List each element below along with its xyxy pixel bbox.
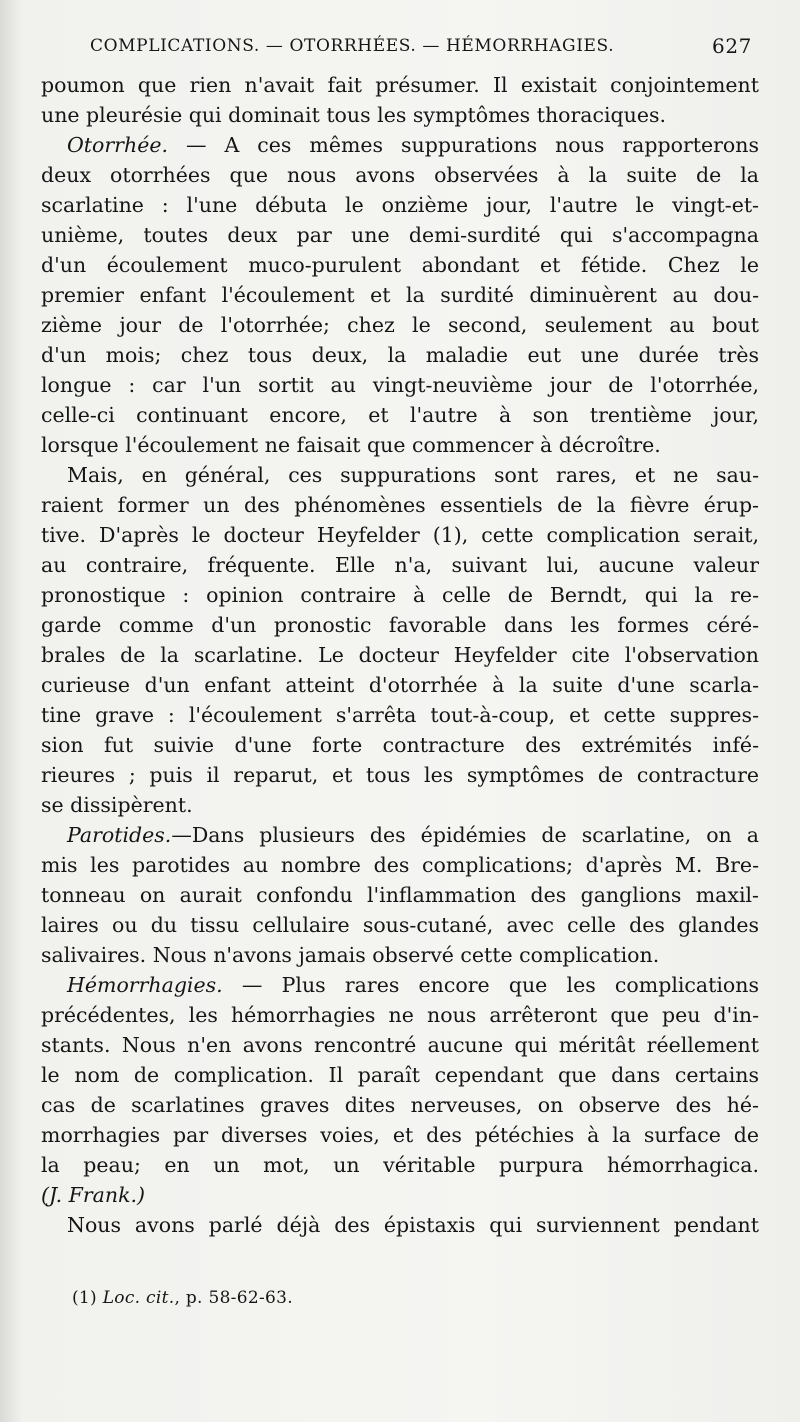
line-text: — Plus rares encore que les complications [222,973,759,997]
line-text: scarlatine : l'une débuta le onzième jour, l'autre le vingt-et- [41,193,759,217]
text-line [41,70,759,100]
line-text: Mais, en général, ces suppurations sont rares, et ne sau- [67,463,759,487]
text-line [41,610,759,640]
line-text: stants. Nous n'en avons rencontré aucune qui méritât réellement [41,1033,759,1057]
footnote-pages: , p. 58-62-63. [174,1288,293,1308]
line-text: unième, toutes deux par une demi-surdité qui s'accompagna [41,223,759,247]
line-text: rieures ; puis il reparut, et tous les symptômes de contracture [41,763,759,787]
footnote-marker: (1) [72,1288,97,1308]
line-text: au contraire, fréquente. Elle n'a, suivant lui, aucune valeur [41,553,759,577]
line-text: le nom de complication. Il paraît cependant que dans certains [41,1063,759,1087]
text-line [41,400,759,430]
line-text: raient former un des phénomènes essentiels de la fièvre érup- [41,493,759,517]
section-heading: (J. Frank.) [41,1183,146,1207]
text-line [41,130,759,160]
text-line [41,1120,759,1150]
line-text: tonneau on aurait confondu l'inflammation des ganglions maxil- [41,883,759,907]
text-line [41,340,759,370]
text-line [41,1180,759,1210]
line-text: deux otorrhées que nous avons observées à la suite de la [41,163,759,187]
text-line [41,550,759,580]
line-text: brales de la scarlatine. Le docteur Heyfelder cite l'observation [41,643,759,667]
text-line [41,520,759,550]
line-text: sion fut suivie d'une forte contracture des extrémités infé- [41,733,759,757]
text-line [41,940,759,970]
line-text: laires ou du tissu cellulaire sous-cutané, avec celle des glandes [41,913,759,937]
text-line [41,370,759,400]
line-text: —Dans plusieurs des épidémies de scarlatine, on a [171,823,759,847]
text-line [41,670,759,700]
line-text: la peau; en un mot, un véritable purpura hémorrhagica. [41,1153,759,1177]
line-text: celle-ci continuant encore, et l'autre à son trentième jour, [41,403,759,427]
footnote-ref: Loc. cit. [102,1288,175,1308]
text-line [41,280,759,310]
section-heading: Parotides. [67,823,172,847]
line-text: salivaires. Nous n'avons jamais observé cette complication. [41,943,660,967]
line-text: se dissipèrent. [41,793,193,817]
text-line [41,310,759,340]
line-text: une pleurésie qui dominait tous les symptômes thoraciques. [41,103,667,127]
text-line [41,1150,759,1180]
text-line [41,580,759,610]
text-line [41,1090,759,1120]
text-line [41,760,759,790]
text-line [41,190,759,220]
text-line [41,220,759,250]
text-line [41,250,759,280]
text-line [41,100,759,130]
line-text: tive. D'après le docteur Heyfelder (1), cette complication serait, [41,523,759,547]
line-text: curieuse d'un enfant atteint d'otorrhée à la suite d'une scarla- [41,673,759,697]
text-line [41,880,759,910]
text-line [41,1060,759,1090]
line-text: cas de scarlatines graves dites nerveuses, on observe des hé- [41,1093,759,1117]
text-line [41,820,759,850]
line-text: zième jour de l'otorrhée; chez le second, seulement au bout [41,313,759,337]
line-text: poumon que rien n'avait fait présumer. Il existait conjointement [41,73,759,97]
text-line [41,910,759,940]
line-text: pronostique : opinion contraire à celle de Berndt, qui la re- [41,583,759,607]
text-line [41,640,759,670]
footnote [72,1288,293,1308]
text-line [41,1000,759,1030]
section-heading: Otorrhée. [67,133,168,157]
line-text: d'un écoulement muco-purulent abondant et fétide. Chez le [41,253,759,277]
line-text: mis les parotides au nombre des complications; d'après M. Bre- [41,853,759,877]
line-text: d'un mois; chez tous deux, la maladie eut une durée très [41,343,759,367]
line-text: précédentes, les hémorrhagies ne nous arrêteront que peu d'in- [41,1003,759,1027]
running-title: COMPLICATIONS. — OTORRHÉES. — HÉMORRHAGIES. [90,36,615,56]
body-text [41,70,759,1240]
text-line [41,1210,759,1240]
line-text: morrhagies par diverses voies, et des pétéchies à la surface de [41,1123,759,1147]
line-text: premier enfant l'écoulement et la surdité diminuèrent au dou- [41,283,759,307]
text-line [41,730,759,760]
line-text: — A ces mêmes suppurations nous rapporterons [167,133,759,157]
line-text: lorsque l'écoulement ne faisait que commencer à décroître. [41,433,661,457]
line-text: Nous avons parlé déjà des épistaxis qui surviennent pendant [67,1213,759,1237]
text-line [41,970,759,1000]
text-line [41,790,759,820]
running-head [90,34,752,60]
text-line [41,850,759,880]
line-text: longue : car l'un sortit au vingt-neuvième jour de l'otorrhée, [41,373,759,397]
text-line [41,1030,759,1060]
text-line [41,430,759,460]
text-line [41,700,759,730]
line-text: tine grave : l'écoulement s'arrêta tout-à-coup, et cette suppres- [41,703,759,727]
text-line [41,460,759,490]
text-line [41,490,759,520]
text-line [41,160,759,190]
page-number: 627 [712,34,752,58]
line-text: garde comme d'un pronostic favorable dans les formes céré- [41,613,759,637]
section-heading: Hémorrhagies. [67,973,223,997]
